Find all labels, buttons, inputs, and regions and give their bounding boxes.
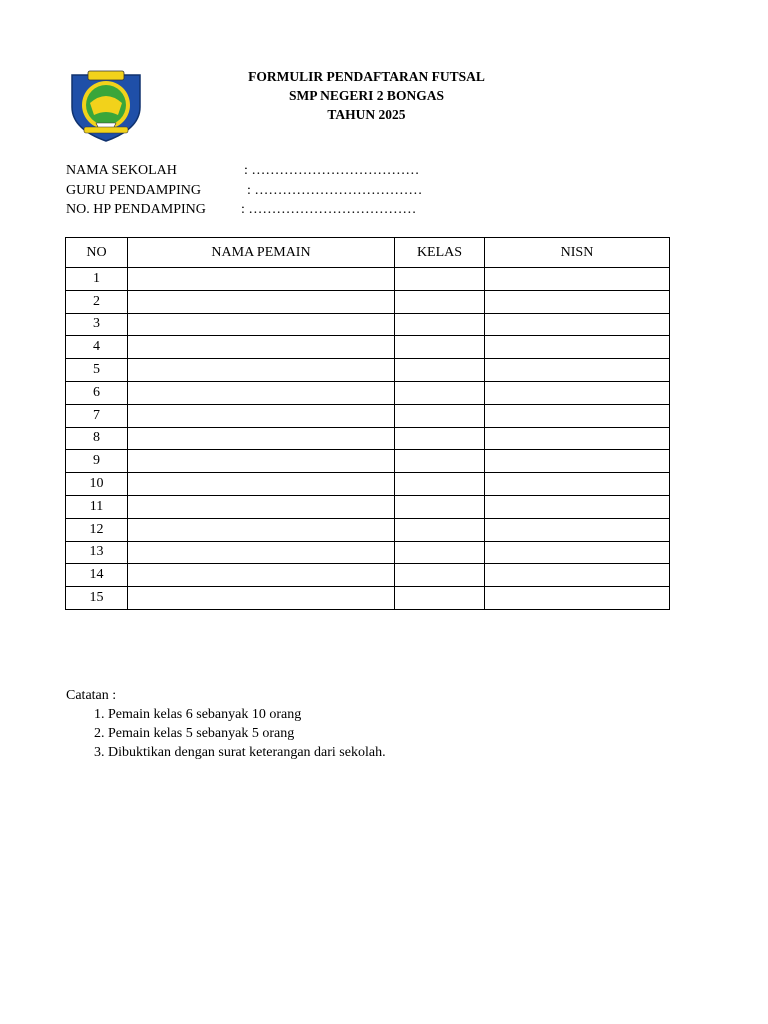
notes-list xyxy=(66,705,386,762)
column-header-name: NAMA PEMAIN xyxy=(128,238,395,268)
table-row xyxy=(66,404,670,427)
notes-title: Catatan : xyxy=(66,688,117,703)
cell-no: 1 xyxy=(66,268,128,291)
field-label: NO. HP PENDAMPING xyxy=(66,202,206,217)
cell-class[interactable] xyxy=(395,313,485,336)
cell-nisn[interactable] xyxy=(485,427,670,450)
cell-nisn[interactable] xyxy=(485,587,670,610)
cell-class[interactable] xyxy=(395,495,485,518)
cell-no: 3 xyxy=(66,313,128,336)
cell-player-name[interactable] xyxy=(128,268,395,291)
cell-nisn[interactable] xyxy=(485,268,670,291)
note-item: 2. Pemain kelas 5 sebanyak 5 orang xyxy=(108,724,386,743)
cell-player-name[interactable] xyxy=(128,473,395,496)
cell-nisn[interactable] xyxy=(485,359,670,382)
cell-no: 2 xyxy=(66,290,128,313)
cell-class[interactable] xyxy=(395,518,485,541)
cell-player-name[interactable] xyxy=(128,495,395,518)
note-item: 1. Pemain kelas 6 sebanyak 10 orang xyxy=(108,705,386,724)
table-body xyxy=(66,268,670,610)
field-blank: : ……………………………… xyxy=(247,182,423,198)
cell-no: 8 xyxy=(66,427,128,450)
cell-no: 9 xyxy=(66,450,128,473)
form-title: FORMULIR PENDAFTARAN FUTSAL xyxy=(248,69,485,84)
cell-class[interactable] xyxy=(395,450,485,473)
table-row xyxy=(66,381,670,404)
cell-class[interactable] xyxy=(395,541,485,564)
field-label: NAMA SEKOLAH xyxy=(66,163,177,178)
table-row xyxy=(66,336,670,359)
cell-class[interactable] xyxy=(395,336,485,359)
cell-nisn[interactable] xyxy=(485,518,670,541)
column-header-nisn: NISN xyxy=(485,238,670,268)
table-row xyxy=(66,268,670,291)
cell-no: 13 xyxy=(66,541,128,564)
table-row xyxy=(66,473,670,496)
field-blank: : ……………………………… xyxy=(244,163,420,178)
cell-no: 15 xyxy=(66,587,128,610)
note-item: 3. Dibuktikan dengan surat keterangan dari sekolah. xyxy=(108,743,386,762)
player-table xyxy=(65,237,670,610)
cell-nisn[interactable] xyxy=(485,541,670,564)
cell-no: 14 xyxy=(66,564,128,587)
table-row xyxy=(66,541,670,564)
cell-no: 4 xyxy=(66,336,128,359)
cell-no: 12 xyxy=(66,518,128,541)
table-row xyxy=(66,359,670,382)
cell-player-name[interactable] xyxy=(128,450,395,473)
cell-player-name[interactable] xyxy=(128,564,395,587)
cell-class[interactable] xyxy=(395,473,485,496)
cell-nisn[interactable] xyxy=(485,404,670,427)
cell-class[interactable] xyxy=(395,268,485,291)
cell-nisn[interactable] xyxy=(485,381,670,404)
table-row xyxy=(66,518,670,541)
cell-player-name[interactable] xyxy=(128,313,395,336)
cell-no: 7 xyxy=(66,404,128,427)
cell-nisn[interactable] xyxy=(485,564,670,587)
cell-player-name[interactable] xyxy=(128,336,395,359)
cell-player-name[interactable] xyxy=(128,541,395,564)
cell-nisn[interactable] xyxy=(485,495,670,518)
cell-player-name[interactable] xyxy=(128,381,395,404)
form-year: TAHUN 2025 xyxy=(327,107,406,122)
table-row xyxy=(66,587,670,610)
cell-class[interactable] xyxy=(395,564,485,587)
table-row xyxy=(66,427,670,450)
field-label: GURU PENDAMPING xyxy=(66,182,201,198)
cell-player-name[interactable] xyxy=(128,290,395,313)
field-blank: : ……………………………… xyxy=(241,202,417,217)
table-row xyxy=(66,450,670,473)
notes-section xyxy=(66,686,386,762)
cell-player-name[interactable] xyxy=(128,518,395,541)
cell-nisn[interactable] xyxy=(485,290,670,313)
cell-nisn[interactable] xyxy=(485,336,670,359)
cell-no: 11 xyxy=(66,495,128,518)
cell-no: 5 xyxy=(66,359,128,382)
cell-player-name[interactable] xyxy=(128,359,395,382)
table-row xyxy=(66,290,670,313)
table-header-row xyxy=(66,238,670,268)
table-row xyxy=(66,495,670,518)
cell-class[interactable] xyxy=(395,290,485,313)
table-row xyxy=(66,564,670,587)
cell-nisn[interactable] xyxy=(485,450,670,473)
table-row xyxy=(66,313,670,336)
cell-class[interactable] xyxy=(395,359,485,382)
school-name: SMP NEGERI 2 BONGAS xyxy=(289,88,444,103)
cell-player-name[interactable] xyxy=(128,404,395,427)
cell-nisn[interactable] xyxy=(485,313,670,336)
form-header xyxy=(0,67,733,124)
column-header-no: NO xyxy=(66,238,128,268)
cell-player-name[interactable] xyxy=(128,427,395,450)
cell-class[interactable] xyxy=(395,381,485,404)
cell-player-name[interactable] xyxy=(128,587,395,610)
cell-class[interactable] xyxy=(395,587,485,610)
cell-class[interactable] xyxy=(395,427,485,450)
column-header-class: KELAS xyxy=(395,238,485,268)
cell-no: 10 xyxy=(66,473,128,496)
cell-no: 6 xyxy=(66,381,128,404)
cell-class[interactable] xyxy=(395,404,485,427)
cell-nisn[interactable] xyxy=(485,473,670,496)
